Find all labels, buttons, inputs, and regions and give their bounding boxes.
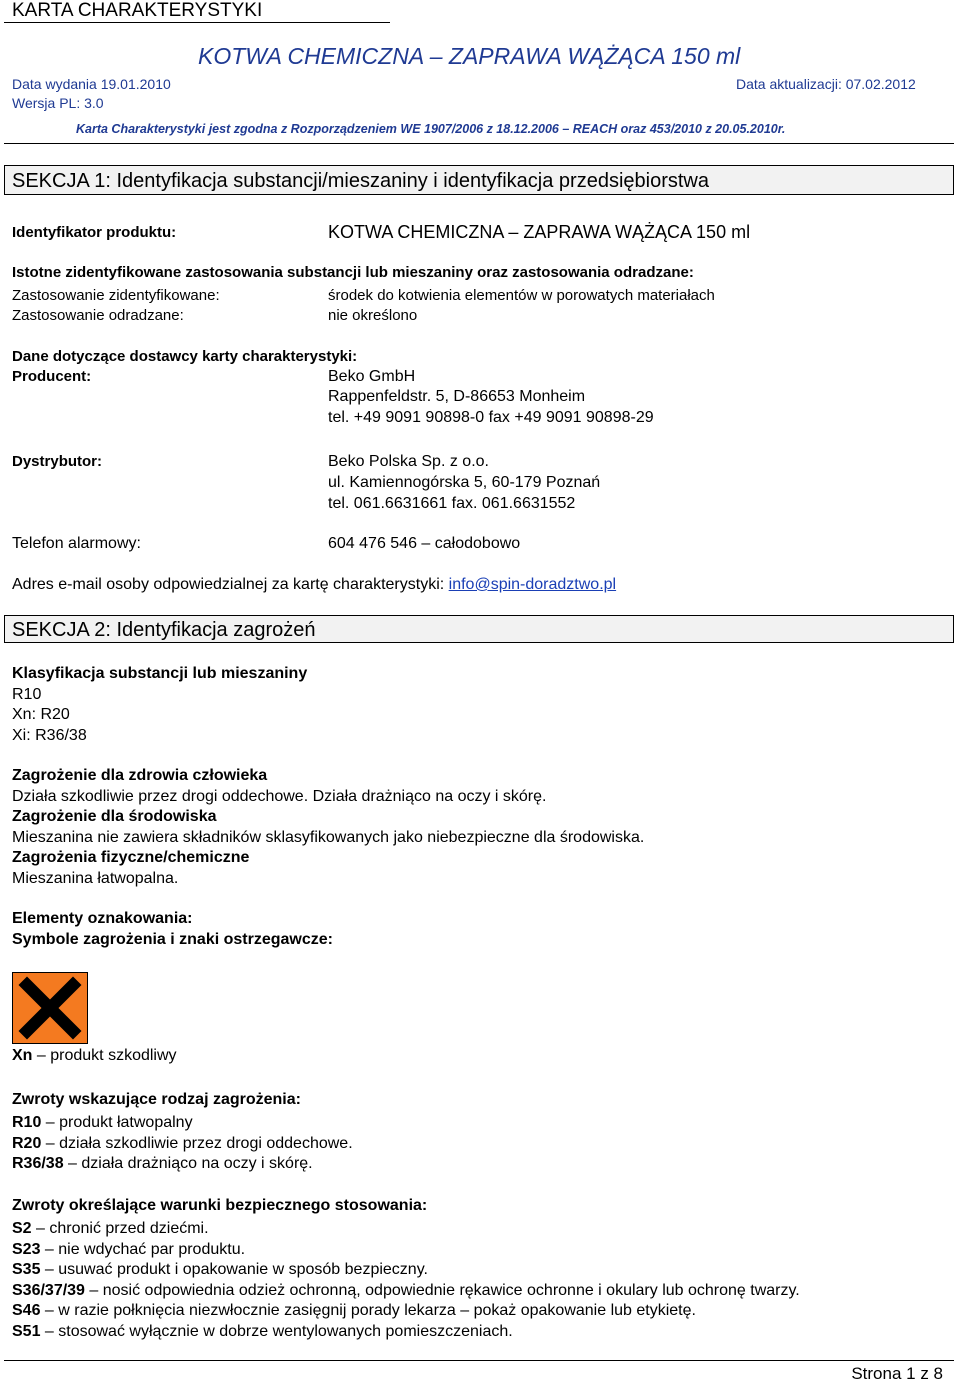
identified-use-value: środek do kotwienia elementów w porowatych materiałach	[328, 287, 715, 304]
email-row	[12, 576, 616, 594]
classification-item: Xi: R36/38	[12, 727, 87, 744]
r-phrase	[12, 1155, 313, 1173]
s-phrase	[12, 1220, 209, 1238]
version: Wersja PL: 3.0	[12, 95, 104, 111]
header-divider	[4, 143, 954, 144]
supplier-heading: Dane dotyczące dostawcy karty charakterystyki:	[12, 348, 358, 365]
page-number: Strona 1 z 8	[851, 1364, 943, 1383]
issue-date: Data wydania 19.01.2010	[12, 76, 171, 92]
env-heading: Zagrożenie dla środowiska	[12, 808, 217, 825]
uses-heading: Istotne zidentyfikowane zastosowania substancji lub mieszaniny oraz zastosowania odradzane:	[12, 264, 694, 281]
classification-heading: Klasyfikacja substancji lub mieszaniny	[12, 665, 308, 682]
s-text: – w razie połknięcia niezwłocznie zasięgnij porady lekarza – pokaż opakowanie lub etykietę.	[40, 1302, 696, 1319]
section-1-title: SEKCJA 1: Identyfikacja substancji/mieszaniny i identyfikacja przedsiębiorstwa	[12, 170, 709, 192]
r-code: R36/38	[12, 1155, 64, 1172]
update-date: Data aktualizacji: 07.02.2012	[736, 76, 916, 92]
product-id-label: Identyfikator produktu:	[12, 224, 177, 241]
symbol-caption	[12, 1047, 177, 1065]
s-phrase	[12, 1241, 245, 1259]
distributor-label: Dystrybutor:	[12, 453, 103, 470]
s-phrase	[12, 1261, 428, 1279]
s-text: – nie wdychać par produktu.	[40, 1241, 246, 1258]
physchem-text: Mieszanina łatwopalna.	[12, 870, 179, 887]
classification-item: Xn: R20	[12, 706, 70, 723]
r-phrases-heading: Zwroty wskazujące rodzaj zagrożenia:	[12, 1091, 301, 1108]
physchem-heading: Zagrożenia fizyczne/chemiczne	[12, 849, 250, 866]
s-phrases-heading: Zwroty określające warunki bezpiecznego stosowania:	[12, 1197, 428, 1214]
section-2-heading	[4, 615, 954, 643]
email-label: Adres e-mail osoby odpowiedzialnej za kartę charakterystyki:	[12, 576, 445, 593]
s-phrase	[12, 1302, 696, 1320]
health-text: Działa szkodliwie przez drogi oddechowe. Działa drażniąco na oczy i skórę.	[12, 788, 547, 805]
s-text: – nosić odpowiednia odzież ochronną, odpowiednie rękawice ochronne i okulary lub ochronę twarzy.	[84, 1282, 800, 1299]
producer-address: Rappenfeldstr. 5, D-86653 Monheim	[328, 388, 586, 405]
document-type-title: KARTA CHARAKTERYSTYKI	[12, 0, 263, 21]
s-code: S36/37/39	[12, 1282, 85, 1299]
emergency-value: 604 476 546 – całodobowo	[328, 535, 521, 552]
advised-against-label: Zastosowanie odradzane:	[12, 307, 184, 324]
product-id-value: KOTWA CHEMICZNA – ZAPRAWA WĄŻĄCA 150 ml	[328, 222, 751, 242]
compliance-note: Karta Charakterystyki jest zgodna z Rozporządzeniem WE 1907/2006 z 18.12.2006 – REACH oraz 453/2010 z 20.05.2010r.	[76, 122, 786, 136]
s-code: S23	[12, 1241, 41, 1258]
s-phrase	[12, 1323, 513, 1341]
classification-item: R10	[12, 686, 42, 703]
r-phrase	[12, 1135, 353, 1153]
s-text: – stosować wyłącznie w dobrze wentylowanych pomieszczeniach.	[40, 1323, 513, 1340]
env-text: Mieszanina nie zawiera składników sklasyfikowanych jako niebezpieczne dla środowiska.	[12, 829, 645, 846]
s-text: – usuwać produkt i opakowanie w sposób bezpieczny.	[40, 1261, 428, 1278]
r-code: R10	[12, 1114, 42, 1131]
producer-name: Beko GmbH	[328, 368, 416, 385]
symbols-heading: Symbole zagrożenia i znaki ostrzegawcze:	[12, 931, 333, 948]
email-link[interactable]: info@spin-doradztwo.pl	[448, 576, 617, 593]
section-1-heading	[4, 165, 954, 195]
s-code: S46	[12, 1302, 41, 1319]
header-underline	[4, 22, 390, 23]
emergency-label: Telefon alarmowy:	[12, 535, 141, 552]
footer-divider	[4, 1360, 954, 1361]
s-code: S2	[12, 1220, 32, 1237]
product-title: KOTWA CHEMICZNA – ZAPRAWA WĄŻĄCA 150 ml	[198, 43, 741, 69]
advised-against-value: nie określono	[328, 307, 418, 324]
s-text: – chronić przed dziećmi.	[31, 1220, 209, 1237]
s-phrase	[12, 1282, 800, 1300]
r-code: R20	[12, 1135, 42, 1152]
distributor-address: ul. Kamiennogórska 5, 60-179 Poznań	[328, 474, 601, 491]
label-elements-heading: Elementy oznakowania:	[12, 910, 193, 927]
r-text: – produkt łatwopalny	[41, 1114, 193, 1131]
harmful-x-icon	[12, 972, 88, 1044]
r-phrase	[12, 1114, 193, 1132]
health-heading: Zagrożenie dla zdrowia człowieka	[12, 767, 268, 784]
symbol-text: – produkt szkodliwy	[36, 1047, 177, 1064]
identified-use-label: Zastosowanie zidentyfikowane:	[12, 287, 220, 304]
distributor-name: Beko Polska Sp. z o.o.	[328, 453, 489, 470]
r-text: – działa szkodliwie przez drogi oddechowe.	[41, 1135, 353, 1152]
producer-phone: tel. +49 9091 90898-0 fax +49 9091 90898-29	[328, 409, 654, 426]
s-code: S51	[12, 1323, 41, 1340]
producer-label: Producent:	[12, 368, 92, 385]
r-text: – działa drażniąco na oczy i skórę.	[63, 1155, 313, 1172]
section-2-title: SEKCJA 2: Identyfikacja zagrożeń	[12, 619, 316, 641]
distributor-phone: tel. 061.6631661 fax. 061.6631552	[328, 495, 576, 512]
s-code: S35	[12, 1261, 41, 1278]
symbol-code: Xn	[12, 1047, 33, 1064]
